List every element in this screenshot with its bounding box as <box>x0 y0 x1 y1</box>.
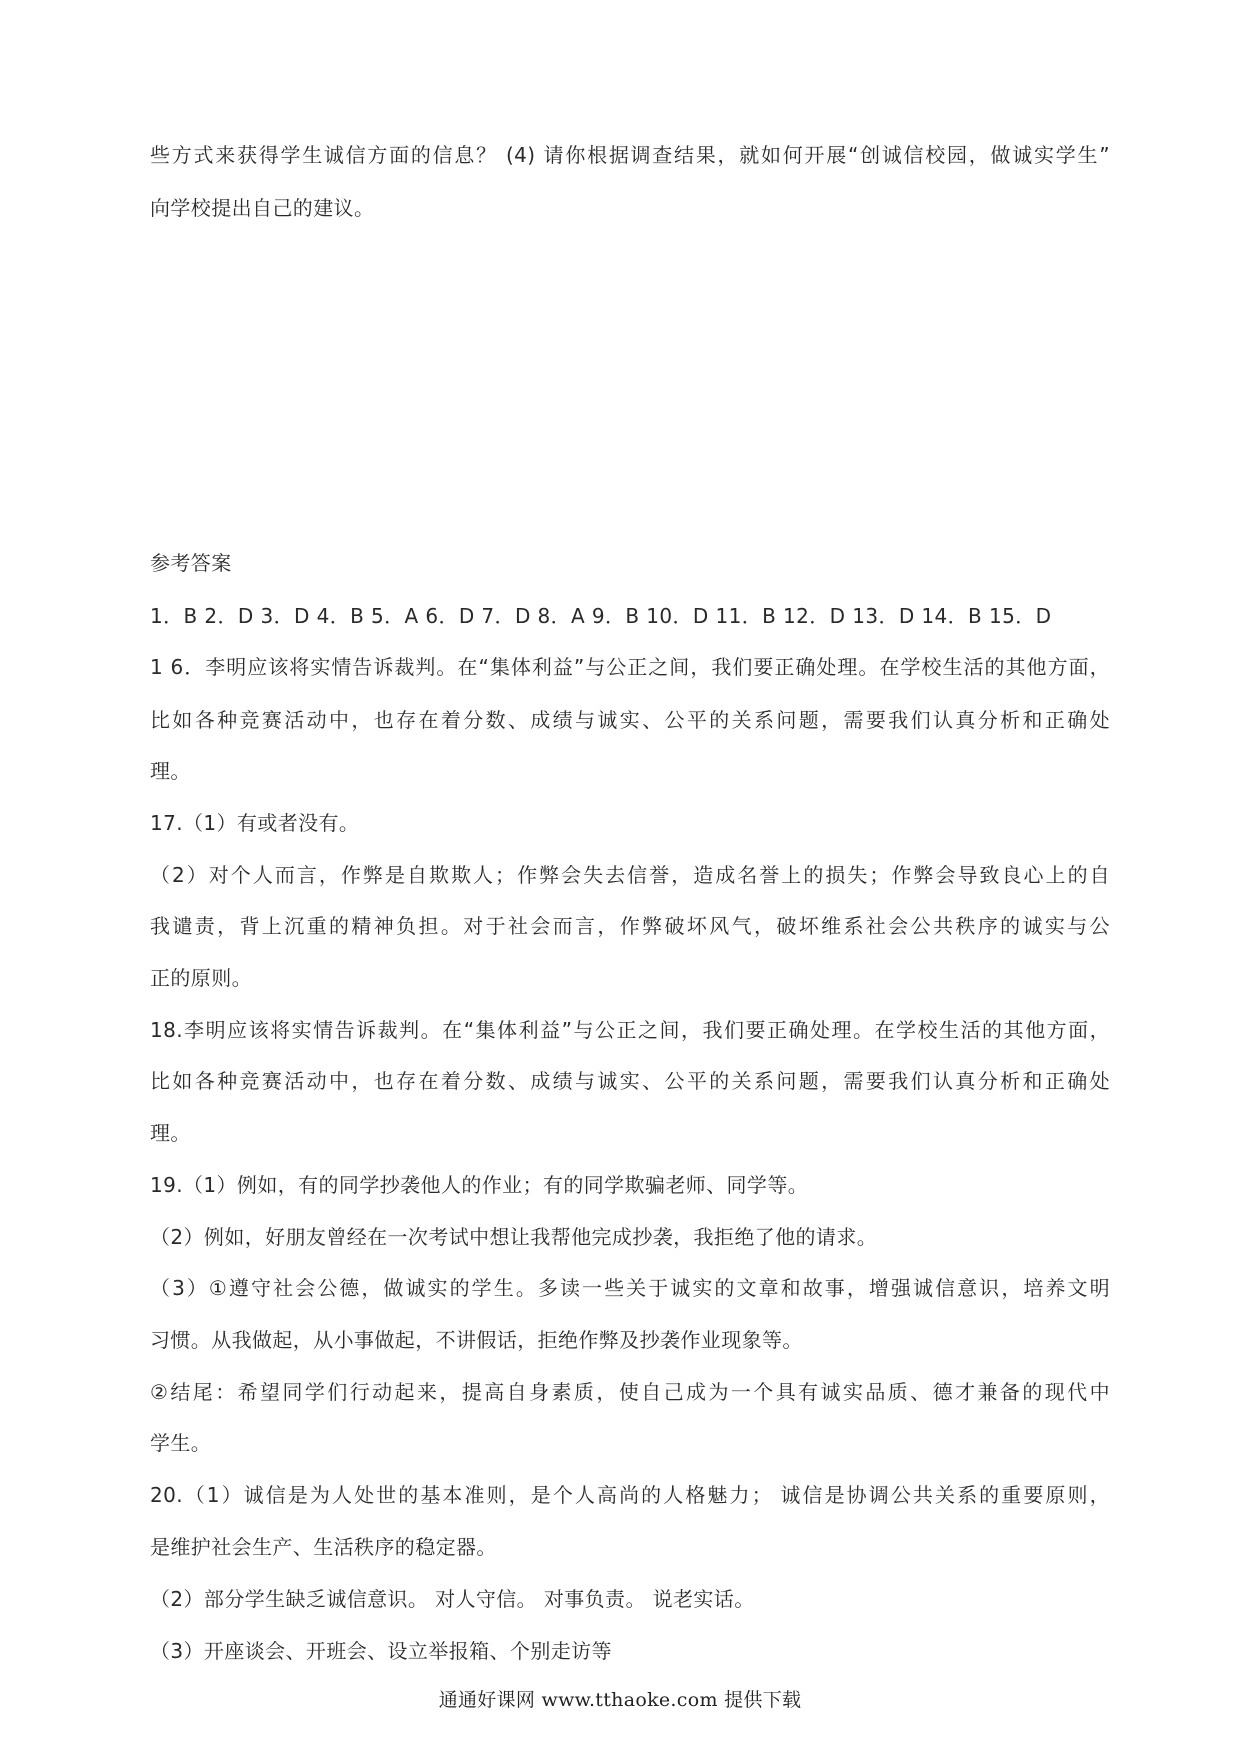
answer-20-line-4: （3）开座谈会、开班会、设立举报箱、个别走访等 <box>150 1639 612 1663</box>
answer-18-line-1: 18.李明应该将实情告诉裁判。在“集体利益”与公正之间，我们要正确处理。在学校生活的其他方面， <box>150 1018 1110 1042</box>
answer-17-line-2: （2）对个人而言，作弊是自欺欺人；作弊会失去信誉，造成名誉上的损失；作弊会导致良心上的自 <box>150 863 1110 887</box>
answer-20-line-2: 是维护社会生产、生活秩序的稳定器。 <box>150 1535 497 1559</box>
answer-19-line-2: （2）例如，好朋友曾经在一次考试中想让我帮他完成抄袭，我拒绝了他的请求。 <box>150 1225 878 1249</box>
answer-17-line-3: 我谴责，背上沉重的精神负担。对于社会而言，作弊破坏风气，破坏维系社会公共秩序的诚实与公 <box>150 914 1110 938</box>
answers-heading: 参考答案 <box>150 551 232 575</box>
choice-answers: 1．B 2．D 3．D 4．B 5．A 6．D 7．D 8．A 9．B 10．D 11．B 12．D 13．D 14．B 15．D <box>150 604 1052 628</box>
question-tail-line-1: 些方式来获得学生诚信方面的信息？ (4) 请你根据调查结果，就如何开展“创诚信校园，做诚实学生” <box>150 143 1110 167</box>
question-tail-line-2: 向学校提出自己的建议。 <box>150 196 375 220</box>
answer-19-line-3: （3）①遵守社会公德，做诚实的学生。多读一些关于诚实的文章和故事，增强诚信意识，培养文明 <box>150 1276 1110 1300</box>
answer-20-line-3: （2）部分学生缺乏诚信意识。 对人守信。 对事负责。 说老实话。 <box>150 1587 755 1611</box>
answer-17-line-4: 正的原则。 <box>150 966 252 990</box>
answer-16-line-3: 理。 <box>150 759 191 783</box>
answer-20-line-1: 20.（1）诚信是为人处世的基本准则，是个人高尚的人格魅力； 诚信是协调公共关系的重要原则， <box>150 1483 1110 1507</box>
page-footer: 通通好课网 www.tthaoke.com 提供下载 <box>438 1689 802 1711</box>
answer-16-line-1: 1 6．李明应该将实情告诉裁判。在“集体利益”与公正之间，我们要正确处理。在学校生活的其他方面， <box>150 655 1110 679</box>
answer-18-line-3: 理。 <box>150 1121 191 1145</box>
answer-16-line-2: 比如各种竞赛活动中，也存在着分数、成绩与诚实、公平的关系问题，需要我们认真分析和正确处 <box>150 708 1110 732</box>
answer-18-line-2: 比如各种竞赛活动中，也存在着分数、成绩与诚实、公平的关系问题，需要我们认真分析和正确处 <box>150 1069 1110 1093</box>
answer-19-line-1: 19.（1）例如，有的同学抄袭他人的作业；有的同学欺骗老师、同学等。 <box>150 1173 809 1197</box>
answer-19-line-5: ②结尾：希望同学们行动起来，提高自身素质，使自己成为一个具有诚实品质、德才兼备的现代中 <box>150 1380 1110 1404</box>
answer-19-line-6: 学生。 <box>150 1431 212 1455</box>
answer-17-line-1: 17.（1）有或者没有。 <box>150 811 360 835</box>
answer-19-line-4: 习惯。从我做起，从小事做起，不讲假话，拒绝作弊及抄袭作业现象等。 <box>150 1328 803 1352</box>
